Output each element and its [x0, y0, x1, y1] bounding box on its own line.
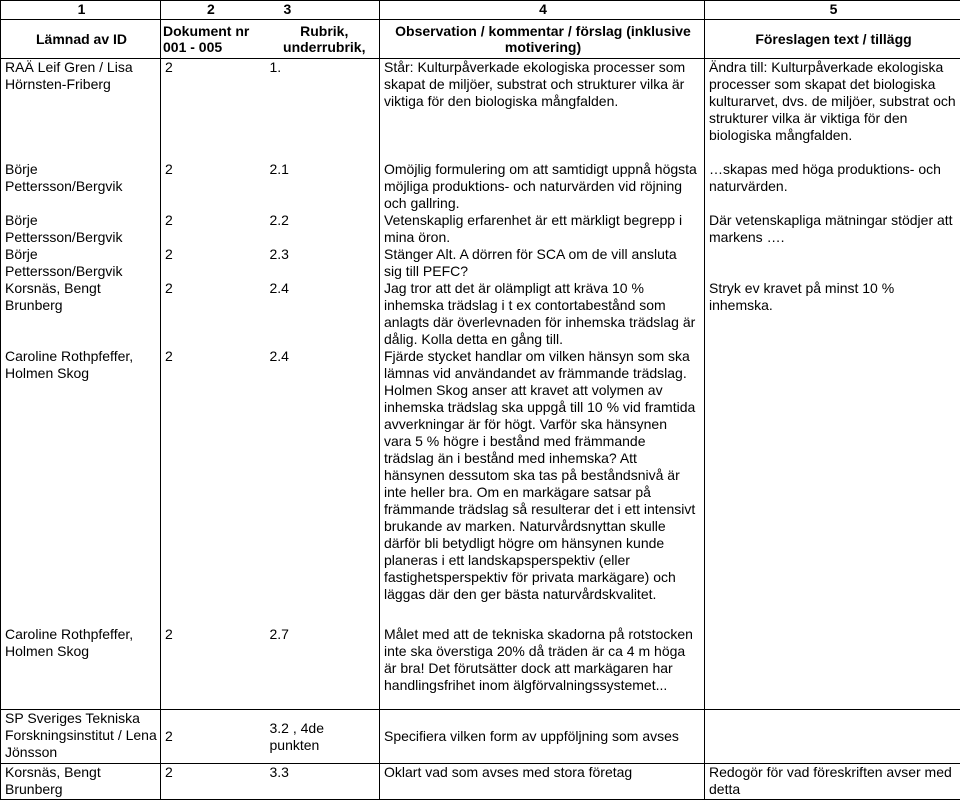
cell-observation: Jag tror att det är olämpligt att kräva 10 % inhemska trädslag i t ex contortabestånd som anlagts där överlevnaden för inhemska trädslag är dålig. Kolla detta en gång till. [380, 280, 705, 348]
header-lamnad-av-id: Lämnad av ID [1, 20, 161, 59]
cell-rubrik: 1. [268, 59, 380, 161]
cell-lamnad-av: Börje Pettersson/Bergvik [1, 212, 161, 246]
cell-foreslagen-text [705, 626, 960, 710]
table-row [1, 212, 960, 246]
table-row [1, 59, 960, 161]
header-dokument-nr: Dokument nr 001 - 005 [161, 20, 268, 59]
header-rubrik: Rubrik, underrubrik, [268, 20, 380, 59]
cell-rubrik: 2.3 [268, 246, 380, 280]
cell-rubrik: 2.2 [268, 212, 380, 246]
cell-observation: Vetenskaplig erfarenhet är ett märkligt begrepp i mina öron. [380, 212, 705, 246]
cell-foreslagen-text: Stryk ev kravet på minst 10 % inhemska. [705, 280, 960, 348]
table-row [1, 710, 960, 764]
cell-lamnad-av: Caroline Rothpfeffer, Holmen Skog [1, 626, 161, 710]
cell-lamnad-av: Caroline Rothpfeffer, Holmen Skog [1, 348, 161, 626]
column-header-row [1, 20, 960, 59]
column-number-2: 2 [161, 1, 268, 20]
cell-rubrik: 2.7 [268, 626, 380, 710]
cell-observation: Specifiera vilken form av uppföljning som avses [380, 710, 705, 764]
column-number-4: 4 [380, 1, 705, 20]
table-row [1, 280, 960, 348]
cell-lamnad-av: Börje Pettersson/Bergvik [1, 161, 161, 212]
cell-observation: Oklart vad som avses med stora företag [380, 764, 705, 800]
table-row [1, 348, 960, 626]
column-number-row [1, 1, 960, 20]
cell-dokument-nr: 2 [161, 161, 268, 212]
cell-dokument-nr: 2 [161, 626, 268, 710]
cell-observation: Står: Kulturpåverkade ekologiska processer som skapat de miljöer, substrat och strukturer vilka är viktiga för den biologiska mångfalden. [380, 59, 705, 161]
column-number-1: 1 [1, 1, 161, 20]
cell-observation: Stänger Alt. A dörren för SCA om de vill ansluta sig till PEFC? [380, 246, 705, 280]
cell-dokument-nr: 2 [161, 280, 268, 348]
table-row [1, 764, 960, 800]
cell-rubrik: 2.4 [268, 348, 380, 626]
cell-lamnad-av: Börje Pettersson/Bergvik [1, 246, 161, 280]
cell-dokument-nr: 2 [161, 710, 268, 764]
cell-lamnad-av: RAÄ Leif Gren / Lisa Hörnsten-Friberg [1, 59, 161, 161]
cell-foreslagen-text: Ändra till: Kulturpåverkade ekologiska processer som skapat det biologiska kulturarvet, dvs. de miljöer, substrat och strukturer vilka är viktiga för den biologiska mångfalden. [705, 59, 960, 161]
cell-lamnad-av: SP Sveriges Tekniska Forskningsinstitut / Lena Jönsson [1, 710, 161, 764]
cell-rubrik: 2.1 [268, 161, 380, 212]
cell-dokument-nr: 2 [161, 348, 268, 626]
table-row [1, 626, 960, 710]
cell-foreslagen-text: Där vetenskapliga mätningar stödjer att markens …. [705, 212, 960, 246]
cell-observation: Fjärde stycket handlar om vilken hänsyn som ska lämnas vid användandet av främmande trädslag. Holmen Skog anser att kravet att volymen av inhemska trädslag ska uppgå till 10 % vid framtida avverkningar är för högt. Varför ska hänsynen vara 5 % högre i bestånd med främmande trädslag än i bestånd med inhemska? Att hänsynen dessutom ska tas på beståndsnivå är inte heller bra. Om en markägare satsar på främmande trädslag så resulterar det i ett intensivt brukande av marken. Naturvårdsnyttan skulle därför bli betydligt högre om hänsynen kunde planeras i ett landskapsperspektiv (eller fastighetsperspektiv för privata markägare) och läggas där den ger bästa naturvårdskvalitet. [380, 348, 705, 626]
cell-rubrik: 3.2 , 4de punkten [268, 710, 380, 764]
cell-foreslagen-text: Redogör för vad föreskriften avser med detta [705, 764, 960, 800]
cell-rubrik: 3.3 [268, 764, 380, 800]
cell-dokument-nr: 2 [161, 212, 268, 246]
cell-lamnad-av: Korsnäs, Bengt Brunberg [1, 764, 161, 800]
cell-foreslagen-text [705, 710, 960, 764]
cell-rubrik: 2.4 [268, 280, 380, 348]
table-row [1, 246, 960, 280]
header-foreslagen-text: Föreslagen text / tillägg [705, 20, 960, 59]
header-observation: Observation / kommentar / förslag (inklusive motivering) [380, 20, 705, 59]
table-row [1, 161, 960, 212]
column-number-5: 5 [705, 1, 960, 20]
cell-foreslagen-text [705, 348, 960, 626]
cell-dokument-nr: 2 [161, 764, 268, 800]
cell-dokument-nr: 2 [161, 59, 268, 161]
cell-foreslagen-text: …skapas med höga produktions- och naturvärden. [705, 161, 960, 212]
column-number-3: 3 [268, 1, 380, 20]
cell-foreslagen-text [705, 246, 960, 280]
cell-lamnad-av: Korsnäs, Bengt Brunberg [1, 280, 161, 348]
cell-observation: Målet med att de tekniska skadorna på rotstocken inte ska överstiga 20% då träden är ca 4 m höga är bra! Det förutsätter dock att markägaren har handlingsfrihet inom älgförvalningssystemet... [380, 626, 705, 710]
cell-observation: Omöjlig formulering om att samtidigt uppnå högsta möjliga produktions- och naturvärden vid röjning och gallring. [380, 161, 705, 212]
cell-dokument-nr: 2 [161, 246, 268, 280]
